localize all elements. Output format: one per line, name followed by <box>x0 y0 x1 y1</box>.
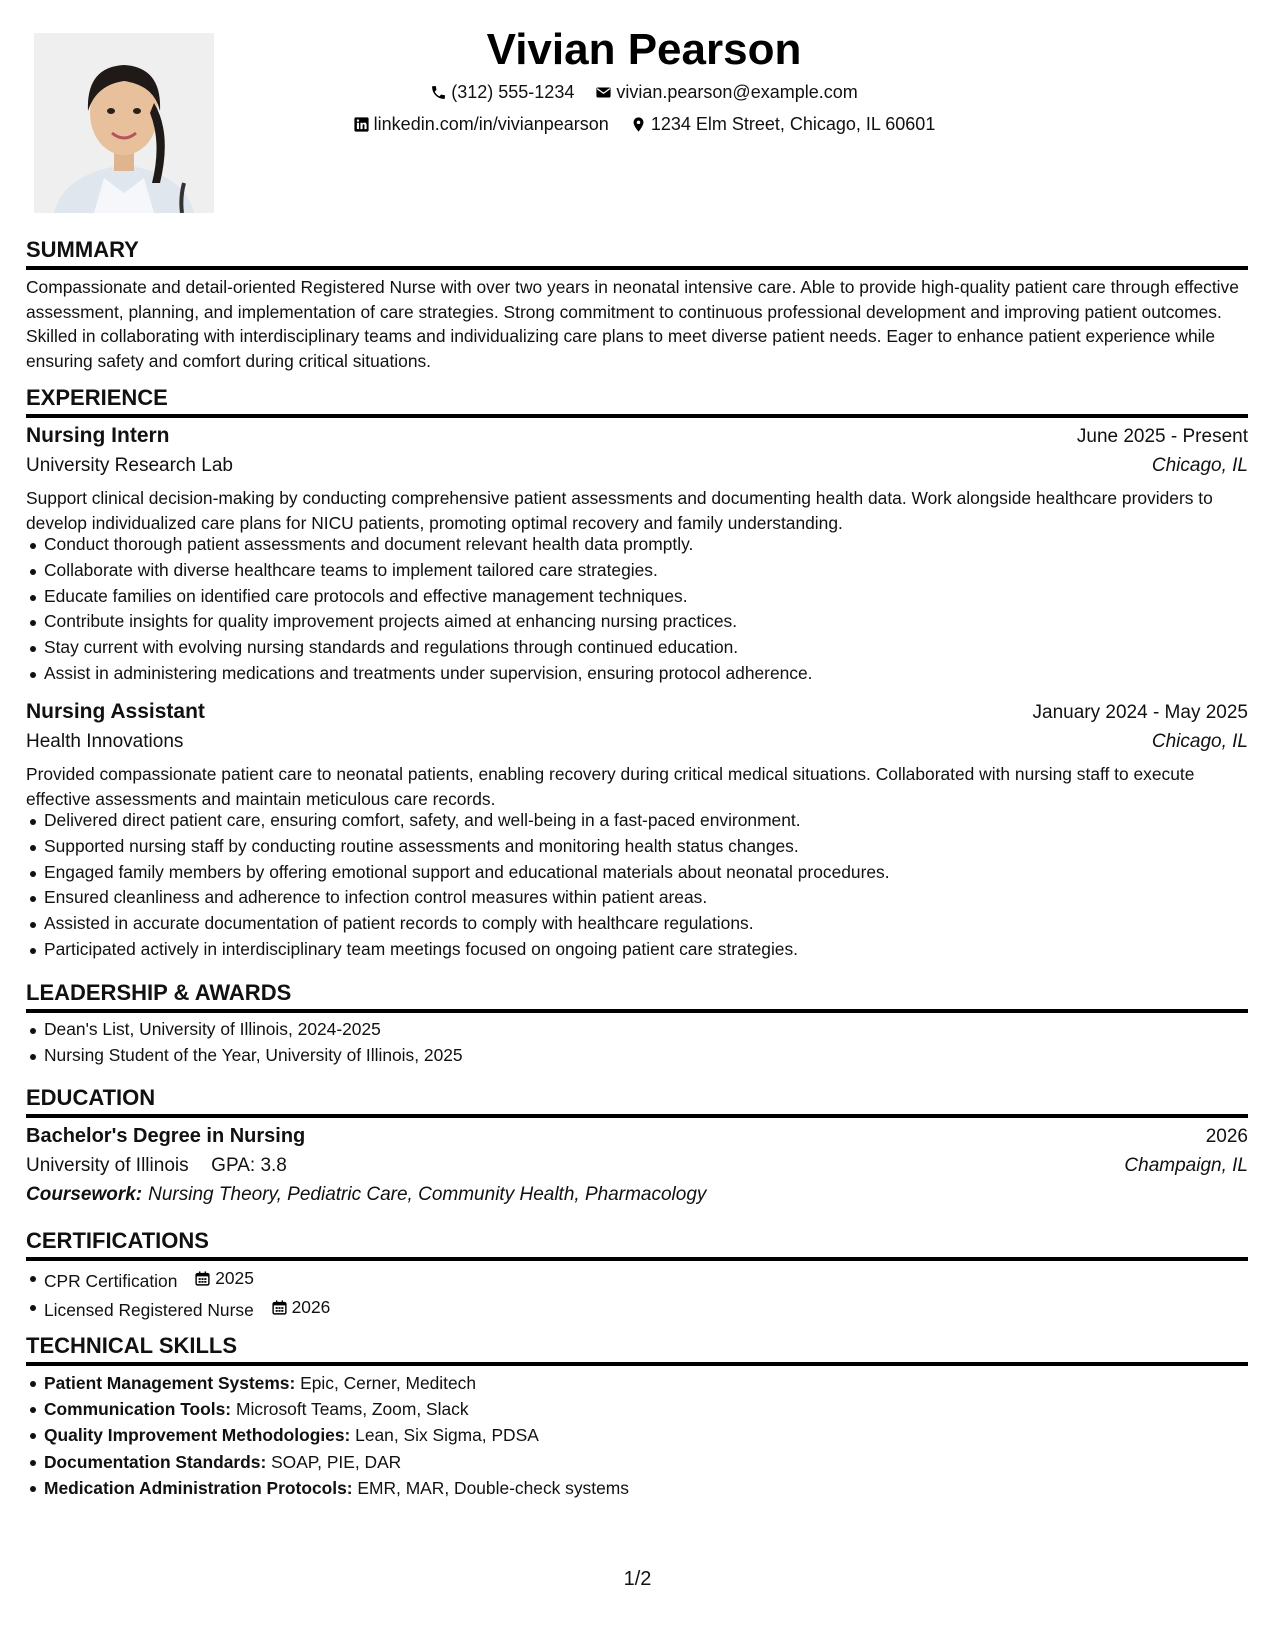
school-info <box>26 1152 287 1180</box>
leadership-heading: LEADERSHIP & AWARDS <box>26 979 1248 1013</box>
list-item: Supported nursing staff by conducting routine assessments and monitoring health status changes. <box>26 834 1248 860</box>
list-item: Participated actively in interdisciplinary team meetings focused on ongoing patient care strategies. <box>26 937 1248 963</box>
job-title: Nursing Assistant <box>26 700 205 723</box>
school-name: University of Illinois <box>26 1155 189 1176</box>
job-bullets <box>26 808 1248 963</box>
list-item <box>26 1475 1248 1501</box>
skill-category: Medication Administration Protocols: <box>44 1477 353 1498</box>
awards-list <box>26 1017 1248 1069</box>
job-org-row <box>26 728 1248 756</box>
skill-values: Epic, Cerner, Meditech <box>300 1373 477 1393</box>
job-location: Chicago, IL <box>1151 731 1248 752</box>
contact-line-2 <box>214 111 1074 140</box>
list-item <box>26 1449 1248 1475</box>
candidate-name: Vivian Pearson <box>486 25 802 74</box>
envelope-icon <box>595 84 612 101</box>
certification-year: 2025 <box>215 1268 254 1288</box>
summary-text: Compassionate and detail-oriented Registered Nurse with over two years in neonatal intensive care. Able to provide high-quality patient care through effective assessment, planning, and implementation of care strategies. Strong commitment to continuous professional development and improving patient outcomes. Skilled in collaborating with interdisciplinary teams and individualizing care plans to meet diverse patient needs. Eager to enhance patient experience while ensuring safety and comfort during critical situations. <box>26 277 1239 371</box>
skills-heading: TECHNICAL SKILLS <box>26 1332 1248 1366</box>
job-organization: University Research Lab <box>26 455 233 476</box>
linkedin-url: linkedin.com/in/vivianpearson <box>373 114 609 134</box>
coursework-row <box>26 1181 1248 1209</box>
job-organization: Health Innovations <box>26 731 184 752</box>
certification-name: CPR Certification <box>44 1270 178 1291</box>
education-heading: EDUCATION <box>26 1084 1248 1118</box>
school-location: Champaign, IL <box>1124 1155 1248 1176</box>
list-item: Collaborate with diverse healthcare teams to implement tailored care strategies. <box>26 558 1248 584</box>
email-item[interactable] <box>595 79 857 105</box>
job-dates: January 2024 - May 2025 <box>1032 702 1248 723</box>
job-dates: June 2025 - Present <box>1076 426 1248 447</box>
job-bullets <box>26 532 1248 687</box>
address-text: 1234 Elm Street, Chicago, IL 60601 <box>650 114 936 134</box>
skill-values: SOAP, PIE, DAR <box>271 1451 402 1472</box>
job-header <box>26 698 1248 727</box>
school-row <box>26 1152 1248 1180</box>
coursework-label: Coursework: <box>26 1184 143 1205</box>
degree-row <box>26 1122 1248 1151</box>
certifications-list <box>26 1265 1248 1324</box>
list-item: Assist in administering medications and treatments under supervision, ensuring protocol adherence. <box>26 661 1248 687</box>
map-pin-icon <box>630 116 647 133</box>
certification-name: Licensed Registered Nurse <box>44 1300 254 1320</box>
job-description: Support clinical decision-making by conducting comprehensive patient assessments and documenting health data. Work alongside healthcare providers to develop individualized care plans for NICU patients, promoting optimal recovery and family understanding. <box>26 488 1213 533</box>
linkedin-item[interactable] <box>353 111 609 137</box>
email-address: vivian.pearson@example.com <box>616 82 858 102</box>
list-item: Conduct thorough patient assessments and document relevant health data promptly. <box>26 532 1248 558</box>
list-item <box>26 1294 1248 1323</box>
skill-category: Communication Tools: <box>44 1399 232 1420</box>
certification-date <box>271 1294 331 1321</box>
address-item <box>630 111 936 137</box>
list-item: Contribute insights for quality improvement projects aimed at enhancing nursing practices. <box>26 609 1248 635</box>
graduation-year: 2026 <box>1205 1126 1248 1147</box>
skills-list <box>26 1370 1248 1501</box>
linkedin-icon <box>353 116 370 133</box>
list-item: Dean's List, University of Illinois, 2024-2025 <box>26 1017 1248 1043</box>
experience-heading: EXPERIENCE <box>26 384 1248 418</box>
list-item <box>26 1396 1248 1422</box>
skill-values: Lean, Six Sigma, PDSA <box>355 1425 539 1446</box>
job-header <box>26 422 1248 451</box>
list-item: Stay current with evolving nursing standards and regulations through continued education. <box>26 635 1248 661</box>
skill-category: Quality Improvement Methodologies: <box>44 1425 351 1446</box>
calendar-icon <box>194 1270 211 1287</box>
list-item: Engaged family members by offering emotional support and educational materials about neonatal procedures. <box>26 860 1248 886</box>
list-item: Nursing Student of the Year, University of Illinois, 2025 <box>26 1043 1248 1069</box>
portrait-image <box>34 33 214 213</box>
gpa: GPA: 3.8 <box>211 1155 287 1176</box>
job-title: Nursing Intern <box>26 424 170 447</box>
job-org-row <box>26 452 1248 480</box>
job-description: Provided compassionate patient care to neonatal patients, enabling recovery during critical medical situations. Collaborated with nursing staff to execute effective assessments and maintain meticulous care records. <box>26 764 1195 809</box>
skill-values: EMR, MAR, Double-check systems <box>357 1477 629 1498</box>
contact-line-1 <box>214 79 1074 108</box>
skill-category: Patient Management Systems: <box>44 1373 296 1393</box>
phone-number: (312) 555-1234 <box>451 82 575 102</box>
summary-heading: SUMMARY <box>26 236 1248 270</box>
list-item: Delivered direct patient care, ensuring comfort, safety, and well-being in a fast-paced environment. <box>26 808 1248 834</box>
certifications-heading: CERTIFICATIONS <box>26 1227 1248 1261</box>
list-item <box>26 1265 1248 1294</box>
list-item: Assisted in accurate documentation of patient records to comply with healthcare regulations. <box>26 911 1248 937</box>
job-location: Chicago, IL <box>1151 455 1248 476</box>
page-number: 1/2 <box>623 1568 652 1590</box>
certification-year: 2026 <box>291 1297 331 1318</box>
list-item <box>26 1422 1248 1448</box>
skill-category: Documentation Standards: <box>44 1451 267 1472</box>
skill-values: Microsoft Teams, Zoom, Slack <box>235 1399 469 1420</box>
list-item <box>26 1370 1248 1396</box>
list-item: Educate families on identified care protocols and effective management techniques. <box>26 584 1248 610</box>
degree-title: Bachelor's Degree in Nursing <box>26 1125 306 1147</box>
coursework-list: Nursing Theory, Pediatric Care, Community Health, Pharmacology <box>148 1184 707 1205</box>
phone-icon <box>430 84 447 101</box>
phone-item[interactable] <box>430 79 574 105</box>
profile-photo <box>34 33 214 213</box>
calendar-icon <box>271 1299 288 1316</box>
certification-date <box>194 1265 254 1292</box>
list-item: Ensured cleanliness and adherence to infection control measures within patient areas. <box>26 885 1248 911</box>
